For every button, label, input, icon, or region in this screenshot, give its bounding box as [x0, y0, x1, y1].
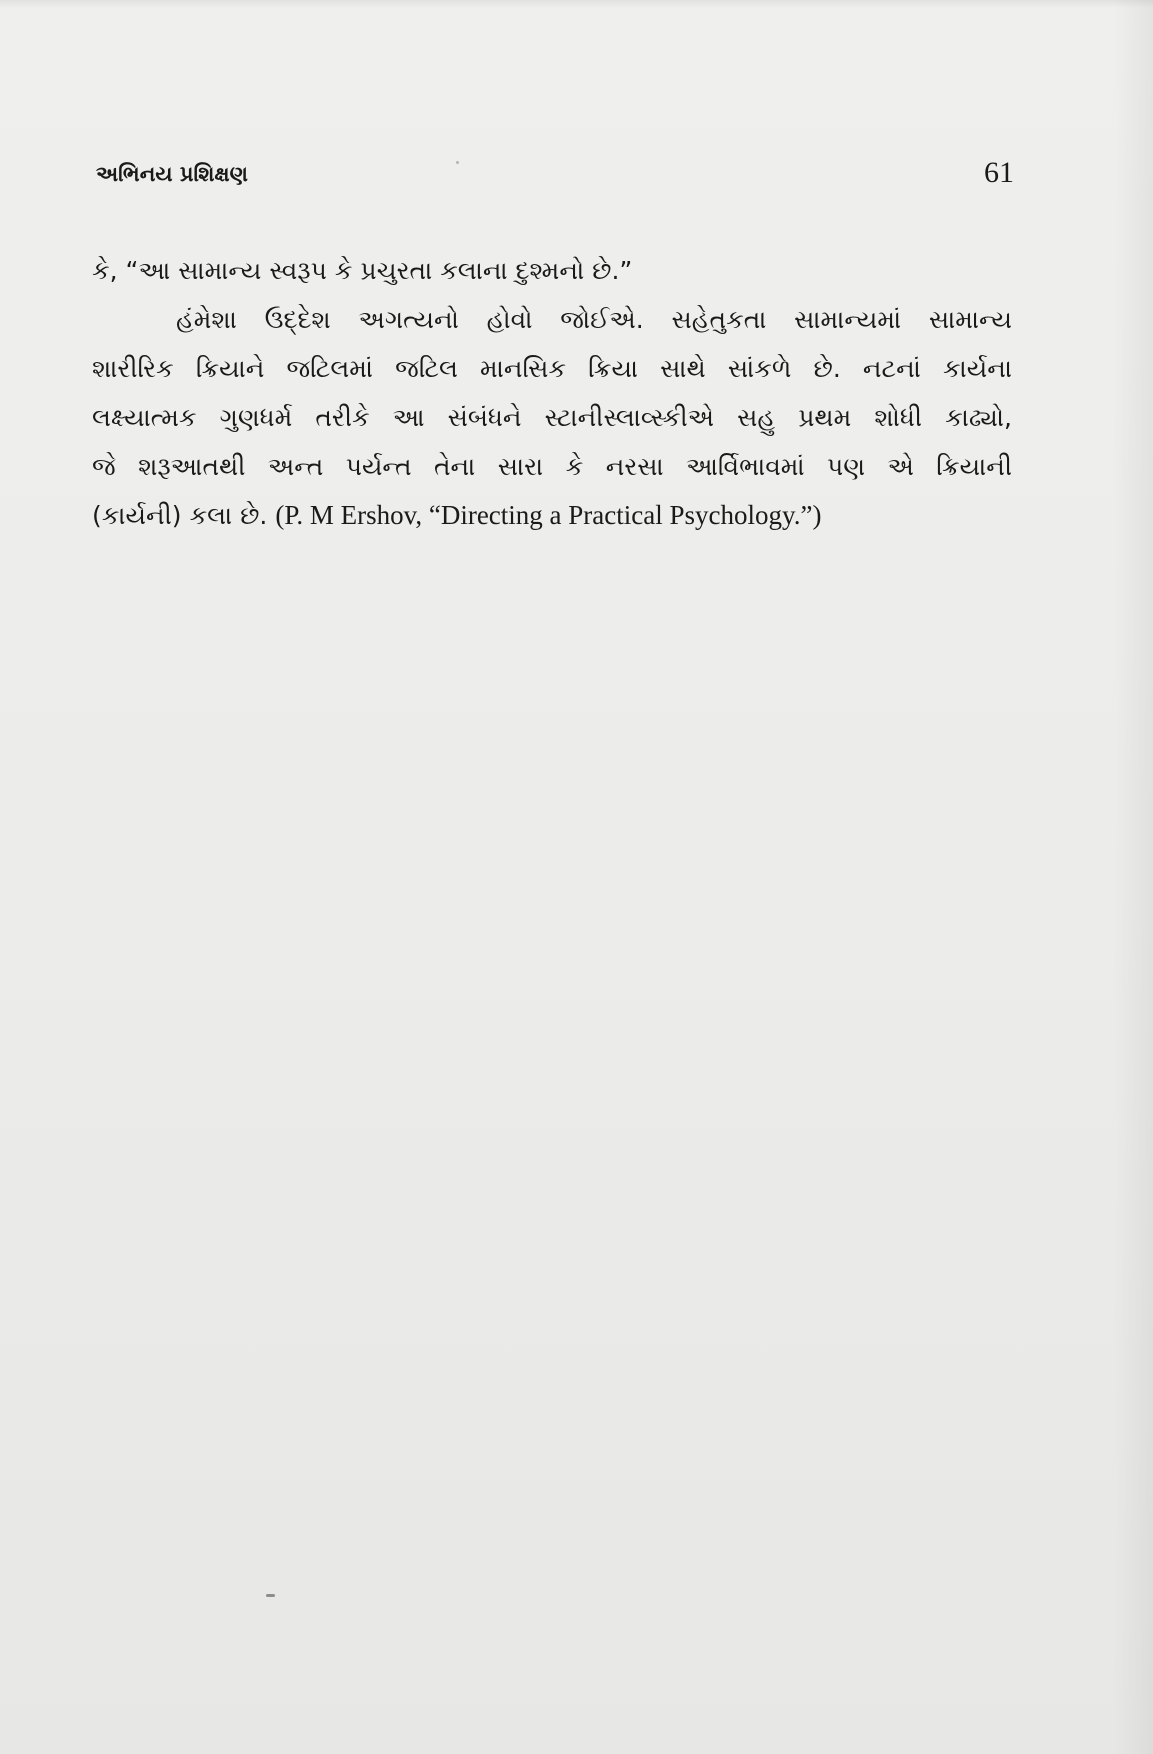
page-edge-shadow — [1113, 0, 1153, 1754]
body-text — [92, 246, 1012, 540]
body-line-2: હંમેશા ઉદ્દેશ અગત્યનો હોવો જોઈએ. સહેતુકતા સામાન્યમાં સામાન્ય — [176, 305, 1012, 334]
body-line-4: લક્ષ્યાત્મક ગુણધર્મ તરીકે આ સંબંધને સ્ટાનીસ્લાવ્સ્કીએ સહુ પ્રથમ શોધી કાઢ્યો, — [92, 403, 1012, 432]
body-line-6-gujarati: (કાર્યની) કલા છે. — [92, 501, 268, 530]
paper-speck — [456, 161, 459, 164]
page-header — [96, 156, 1014, 196]
body-line-3: શારીરિક ક્રિયાને જટિલમાં જટિલ માનસિક ક્રિયા સાથે સાંકળે છે. નટનાં કાર્યના — [92, 354, 1012, 383]
page-top-edge — [0, 0, 1153, 8]
body-line-5: જે શરૂઆતથી અન્ત પર્યન્ત તેના સારા કે નરસા આર્વિભાવમાં પણ એ ક્રિયાની — [92, 452, 1012, 481]
body-line-1: કે, “આ સામાન્ય સ્વરૂપ કે પ્રચુરતા કલાના દુશ્મનો છે.” — [92, 256, 633, 285]
body-line-6 — [92, 491, 1012, 540]
page-number: 61 — [984, 156, 1014, 189]
paper-speck — [266, 1594, 275, 1597]
running-title: અભિનય પ્રશિક્ષણ — [96, 162, 248, 186]
citation: (P. M Ershov, “Directing a Practical Psychology.”) — [275, 500, 822, 530]
